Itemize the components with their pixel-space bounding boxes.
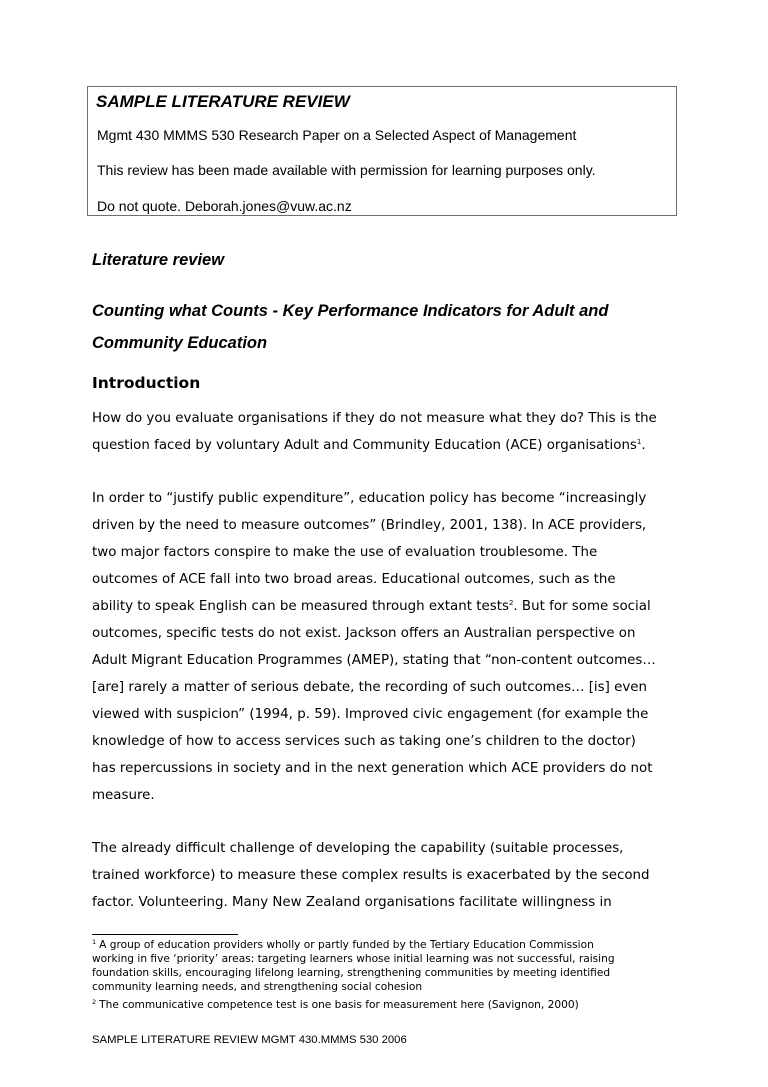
paragraph-2 [92,485,692,809]
footnote-mark: 2 [92,998,97,1006]
footnote-text: A group of education providers wholly or partly funded by the Tertiary Education Commission [99,939,594,951]
footnote-separator [92,934,238,935]
text-line: The already difficult challenge of developing the capability (suitable processes, [92,841,624,856]
section-label: Literature review [92,251,225,269]
page-footer: SAMPLE LITERATURE REVIEW MGMT 430.MMMS 530 2006 [92,1034,407,1046]
text-line-end: . [641,438,646,453]
footnote-line [92,938,692,952]
footnote-mark: 1 [92,938,97,946]
text-line: has repercussions in society and in the next generation which ACE providers do not [92,761,653,776]
text-line: [are] rarely a matter of serious debate, the recording of such outcomes… [is] even [92,680,647,695]
text-line [92,593,692,620]
paragraph-1 [92,405,692,459]
text-line: outcomes of ACE fall into two broad areas. Educational outcomes, such as the [92,572,616,587]
paper-title [92,295,692,359]
paper-title-line: Community Education [92,334,268,352]
text-line-body: ability to speak English can be measured through extant tests [92,599,509,614]
text-line: How do you evaluate organisations if they do not measure what they do? This is the [92,411,657,426]
header-box-title: SAMPLE LITERATURE REVIEW [96,92,350,111]
text-line: two major factors conspire to make the use of evaluation troublesome. The [92,545,598,560]
footnote-text: The communicative competence test is one basis for measurement here (Savignon, 2000) [99,999,579,1011]
text-line: Adult Migrant Education Programmes (AMEP), stating that “non-content outcomes… [92,653,656,668]
text-line: driven by the need to measure outcomes” (Brindley, 2001, 138). In ACE providers, [92,518,647,533]
footnote-line [92,998,692,1012]
permission-line: This review has been made available with permission for learning purposes only. [97,162,596,178]
footnote-line: foundation skills, encouraging lifelong learning, strengthening communities by meeting identified [92,967,611,979]
text-line-body: question faced by voluntary Adult and Community Education (ACE) organisations [92,438,637,453]
intro-heading: Introduction [92,374,201,392]
text-line: In order to “justify public expenditure”, education policy has become “increasingly [92,491,647,506]
footnote-ref: 2 [508,599,514,607]
text-line [92,432,692,459]
header-box [87,86,677,216]
text-line-end: . But for some social [513,599,651,614]
text-line: measure. [92,788,155,803]
text-line: outcomes, specific tests do not exist. Jackson offers an Australian perspective on [92,626,636,641]
footnote-1 [92,938,692,994]
text-line: viewed with suspicion” (1994, p. 59). Improved civic engagement (for example the [92,707,649,722]
paper-title-line: Counting what Counts - Key Performance Indicators for Adult and [92,302,609,320]
text-line: knowledge of how to access services such as taking one’s children to the doctor) [92,734,636,749]
text-line: factor. Volunteering. Many New Zealand organisations facilitate willingness in [92,895,612,910]
contact-line: Do not quote. Deborah.jones@vuw.ac.nz [97,198,352,214]
paragraph-3 [92,835,692,916]
footnote-line: community learning needs, and strengthening social cohesion [92,981,423,993]
text-line: trained workforce) to measure these complex results is exacerbated by the second [92,868,650,883]
footnote-ref: 1 [636,438,642,446]
footnote-2 [92,998,692,1012]
course-line: Mgmt 430 MMMS 530 Research Paper on a Selected Aspect of Management [97,127,577,143]
footnote-line: working in five ‘priority’ areas: targeting learners whose initial learning was not successful, raising [92,953,615,965]
